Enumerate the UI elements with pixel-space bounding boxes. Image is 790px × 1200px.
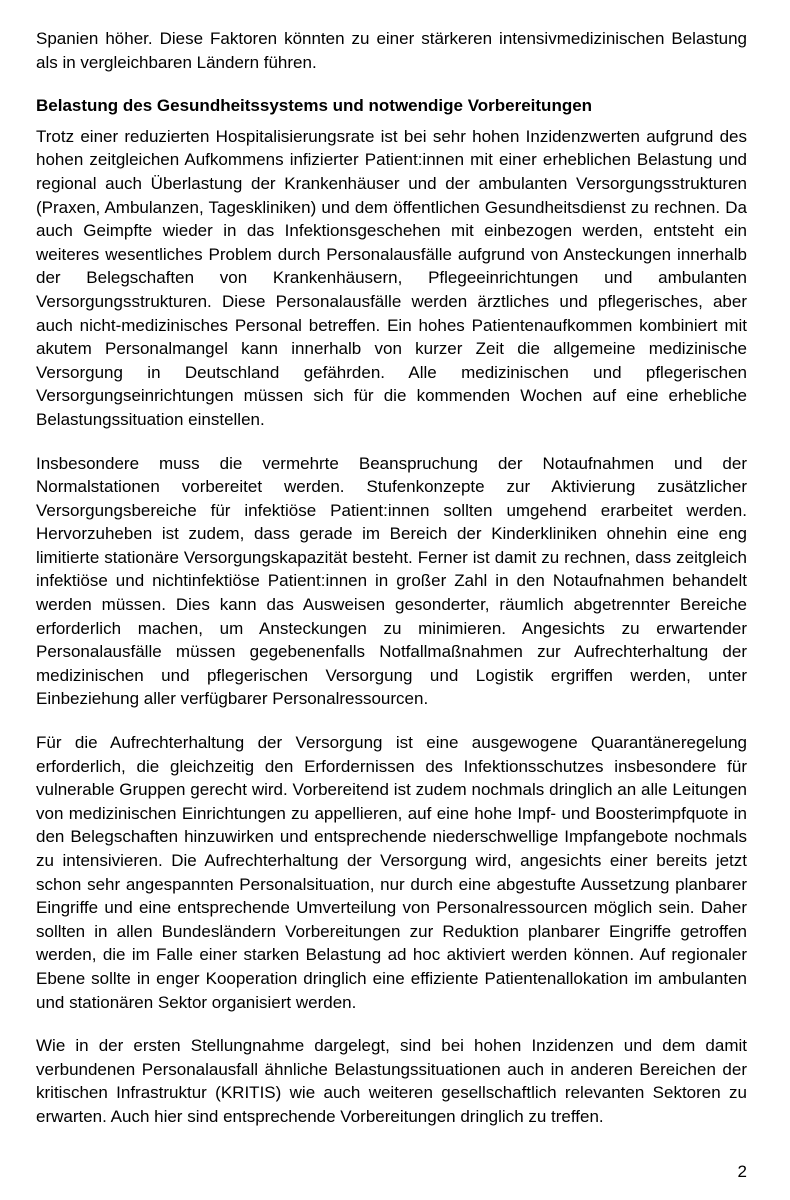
intro-paragraph: Spanien höher. Diese Faktoren könnten zu einer stärkeren intensivmedizinischen Belastung als in vergleichbaren Ländern führen. [36, 29, 747, 72]
section-heading: Belastung des Gesundheitssystems und notwendige Vorbereitungen [36, 96, 593, 116]
paragraph-critical-infrastructure: Wie in der ersten Stellungnahme dargelegt, sind bei hohen Inzidenzen und dem damit verbundenen Personalausfall ähnliche Belastungssituationen auch in anderen Bereichen der kritischen Infrastruktur (KRITIS) wie auch weiteren gesellschaftlich relevanten Sektoren zu erwarten. Auch hier sind entsprechende Vorbereitungen dringlich zu treffen. [36, 1036, 747, 1126]
document-page [36, 27, 747, 1129]
page-number: 2 [737, 1162, 747, 1181]
paragraph-hospital-burden: Trotz einer reduzierten Hospitalisierungsrate ist bei sehr hohen Inzidenzwerten aufgrund des hohen zeitgleichen Aufkommens infizierter Patient:innen mit einer erheblichen Belastung und regional auch Überlastung der Krankenhäuser und der ambulanten Versorgungsstrukturen (Praxen, Ambulanzen, Tageskliniken) und dem öffentlichen Gesundheitsdienst zu rechnen. Da auch Geimpfte wieder in das Infektionsgeschehen mit einbezogen werden, entsteht ein weiteres wesentliches Problem durch Personalausfälle aufgrund von Ansteckungen innerhalb der Belegschaften von Krankenhäusern, Pflegeeinrichtungen und ambulanten Versorgungsstrukturen. Diese Personalausfälle werden ärztliches und pflegerisches, aber auch nicht-medizinisches Personal betreffen. Ein hohes Patientenaufkommen kombiniert mit akutem Personalmangel kann innerhalb von kurzer Zeit die allgemeine medizinische Versorgung in Deutschland gefährden. Alle medizinischen und pflegerischen Versorgungseinrichtungen müssen sich für die kommenden Wochen auf eine erhebliche Belastungssituation einstellen. [36, 126, 747, 429]
paragraph-care-maintenance: Für die Aufrechterhaltung der Versorgung ist eine ausgewogene Quarantäneregelung erforderlich, die gleichzeitig den Erfordernissen des Infektionsschutzes insbesondere für vulnerable Gruppen gerecht wird. Vorbereitend ist zudem nochmals dringlich an alle Leitungen von medizinischen Einrichtungen zu appellieren, auf eine hohe Impf- und Boosterimpfquote in den Belegschaften hinzuwirken und entsprechende niederschwellige Impfangebote nochmals zu intensivieren. Die Aufrechterhaltung der Versorgung wird, angesichts einer bereits jetzt schon sehr angespannten Personalsituation, nur durch eine abgestufte Aussetzung planbarer Eingriffe und eine entsprechende Umverteilung von Personalressourcen möglich sein. Daher sollten in allen Bundesländern Vorbereitungen zur Reduktion planbarer Eingriffe getroffen werden, die im Falle einer starken Belastung ad hoc aktiviert werden können. Auf regionaler Ebene sollte in enger Kooperation dringlich eine effiziente Patientenallokation im ambulanten und stationären Sektor organisiert werden. [36, 733, 747, 1012]
paragraph-emergency-preparation: Insbesondere muss die vermehrte Beanspruchung der Notaufnahmen und der Normalstationen vorbereitet werden. Stufenkonzepte zur Aktivierung zusätzlicher Versorgungsbereiche für infektiöse Patient:innen sollten umgehend erarbeitet werden. Hervorzuheben ist zudem, dass gerade im Bereich der Kinderkliniken ohnehin eine eng limitierte stationäre Versorgungskapazität besteht. Ferner ist damit zu rechnen, dass zeitgleich infektiöse und nichtinfektiöse Patient:innen in großer Zahl in den Notaufnahmen behandelt werden müssen. Dies kann das Ausweisen gesonderter, räumlich abgetrennter Bereiche erforderlich machen, um Ansteckungen zu minimieren. Angesichts zu erwartender Personalausfälle müssen gegebenenfalls Notfallmaßnahmen zur Aufrechterhaltung der medizinischen und pflegerischen Versorgung und Logistik ergriffen werden, unter Einbeziehung aller verfügbarer Personalressourcen. [36, 453, 747, 709]
